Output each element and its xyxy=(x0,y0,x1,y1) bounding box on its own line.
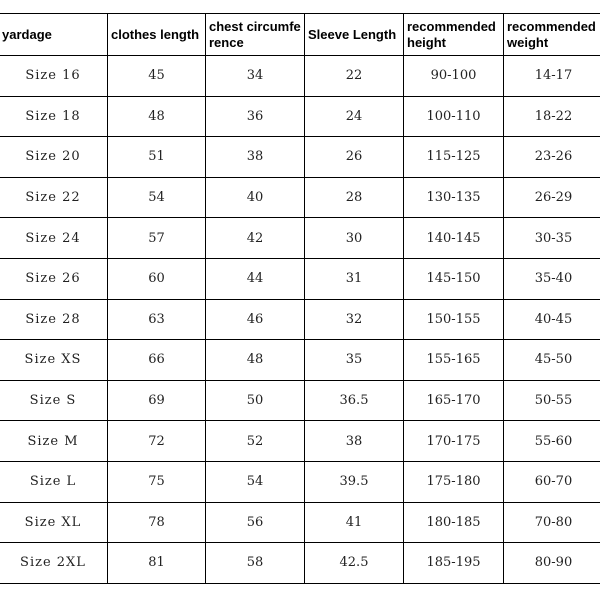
cell-clothes-length: 57 xyxy=(108,218,206,259)
cell-recommended-weight: 23-26 xyxy=(504,137,600,178)
cell-sleeve-length: 36.5 xyxy=(305,380,404,421)
cell-clothes-length: 66 xyxy=(108,340,206,381)
cell-yardage: Size 20 xyxy=(0,137,108,178)
table-row xyxy=(0,421,600,462)
cell-sleeve-length: 31 xyxy=(305,258,404,299)
table-row xyxy=(0,56,600,97)
cell-sleeve-length: 38 xyxy=(305,421,404,462)
cell-chest-circumference: 48 xyxy=(206,340,305,381)
cell-sleeve-length: 22 xyxy=(305,56,404,97)
cell-yardage: Size 16 xyxy=(0,56,108,97)
cell-recommended-height: 90-100 xyxy=(404,56,504,97)
cell-recommended-weight: 26-29 xyxy=(504,177,600,218)
cell-recommended-weight: 40-45 xyxy=(504,299,600,340)
table-body xyxy=(0,56,600,584)
cell-clothes-length: 63 xyxy=(108,299,206,340)
cell-chest-circumference: 42 xyxy=(206,218,305,259)
cell-recommended-weight: 60-70 xyxy=(504,461,600,502)
cell-recommended-weight: 80-90 xyxy=(504,543,600,584)
cell-yardage: Size 28 xyxy=(0,299,108,340)
cell-recommended-height: 130-135 xyxy=(404,177,504,218)
cell-sleeve-length: 26 xyxy=(305,137,404,178)
cell-sleeve-length: 30 xyxy=(305,218,404,259)
cell-sleeve-length: 41 xyxy=(305,502,404,543)
table-row xyxy=(0,177,600,218)
table-row xyxy=(0,340,600,381)
header-row xyxy=(0,14,600,56)
cell-chest-circumference: 54 xyxy=(206,461,305,502)
table-row xyxy=(0,137,600,178)
cell-yardage: Size XL xyxy=(0,502,108,543)
cell-recommended-height: 175-180 xyxy=(404,461,504,502)
cell-clothes-length: 54 xyxy=(108,177,206,218)
cell-recommended-weight: 30-35 xyxy=(504,218,600,259)
cell-chest-circumference: 34 xyxy=(206,56,305,97)
cell-recommended-weight: 70-80 xyxy=(504,502,600,543)
cell-recommended-height: 185-195 xyxy=(404,543,504,584)
cell-chest-circumference: 36 xyxy=(206,96,305,137)
cell-yardage: Size L xyxy=(0,461,108,502)
cell-sleeve-length: 39.5 xyxy=(305,461,404,502)
size-chart-table xyxy=(0,13,600,584)
cell-yardage: Size 18 xyxy=(0,96,108,137)
header-sleeve-length: Sleeve Length xyxy=(305,14,404,56)
cell-chest-circumference: 44 xyxy=(206,258,305,299)
cell-chest-circumference: 58 xyxy=(206,543,305,584)
cell-recommended-weight: 45-50 xyxy=(504,340,600,381)
cell-yardage: Size 24 xyxy=(0,218,108,259)
header-chest-circumference: chest circumference xyxy=(206,14,305,56)
table-row xyxy=(0,543,600,584)
cell-recommended-height: 150-155 xyxy=(404,299,504,340)
cell-clothes-length: 45 xyxy=(108,56,206,97)
cell-recommended-height: 115-125 xyxy=(404,137,504,178)
cell-chest-circumference: 40 xyxy=(206,177,305,218)
cell-recommended-height: 140-145 xyxy=(404,218,504,259)
cell-chest-circumference: 56 xyxy=(206,502,305,543)
cell-yardage: Size 22 xyxy=(0,177,108,218)
cell-yardage: Size S xyxy=(0,380,108,421)
cell-chest-circumference: 46 xyxy=(206,299,305,340)
table-row xyxy=(0,380,600,421)
cell-recommended-height: 100-110 xyxy=(404,96,504,137)
table-row xyxy=(0,96,600,137)
cell-sleeve-length: 35 xyxy=(305,340,404,381)
cell-chest-circumference: 50 xyxy=(206,380,305,421)
cell-sleeve-length: 42.5 xyxy=(305,543,404,584)
cell-sleeve-length: 24 xyxy=(305,96,404,137)
table-row xyxy=(0,502,600,543)
cell-yardage: Size M xyxy=(0,421,108,462)
cell-clothes-length: 72 xyxy=(108,421,206,462)
cell-chest-circumference: 52 xyxy=(206,421,305,462)
cell-yardage: Size 26 xyxy=(0,258,108,299)
cell-recommended-weight: 35-40 xyxy=(504,258,600,299)
cell-recommended-height: 155-165 xyxy=(404,340,504,381)
table-row xyxy=(0,299,600,340)
header-clothes-length: clothes length xyxy=(108,14,206,56)
header-recommended-height: recommended height xyxy=(404,14,504,56)
cell-recommended-weight: 14-17 xyxy=(504,56,600,97)
table-row xyxy=(0,218,600,259)
cell-recommended-height: 180-185 xyxy=(404,502,504,543)
cell-sleeve-length: 28 xyxy=(305,177,404,218)
cell-sleeve-length: 32 xyxy=(305,299,404,340)
cell-yardage: Size XS xyxy=(0,340,108,381)
cell-clothes-length: 60 xyxy=(108,258,206,299)
cell-recommended-height: 165-170 xyxy=(404,380,504,421)
cell-recommended-height: 145-150 xyxy=(404,258,504,299)
table-row xyxy=(0,258,600,299)
header-recommended-weight: recommended weight xyxy=(504,14,600,56)
table-row xyxy=(0,461,600,502)
cell-recommended-weight: 55-60 xyxy=(504,421,600,462)
header-yardage: yardage xyxy=(0,14,108,56)
cell-clothes-length: 48 xyxy=(108,96,206,137)
cell-clothes-length: 78 xyxy=(108,502,206,543)
cell-clothes-length: 75 xyxy=(108,461,206,502)
cell-chest-circumference: 38 xyxy=(206,137,305,178)
cell-yardage: Size 2XL xyxy=(0,543,108,584)
cell-recommended-height: 170-175 xyxy=(404,421,504,462)
cell-clothes-length: 51 xyxy=(108,137,206,178)
cell-recommended-weight: 50-55 xyxy=(504,380,600,421)
cell-clothes-length: 81 xyxy=(108,543,206,584)
cell-recommended-weight: 18-22 xyxy=(504,96,600,137)
cell-clothes-length: 69 xyxy=(108,380,206,421)
